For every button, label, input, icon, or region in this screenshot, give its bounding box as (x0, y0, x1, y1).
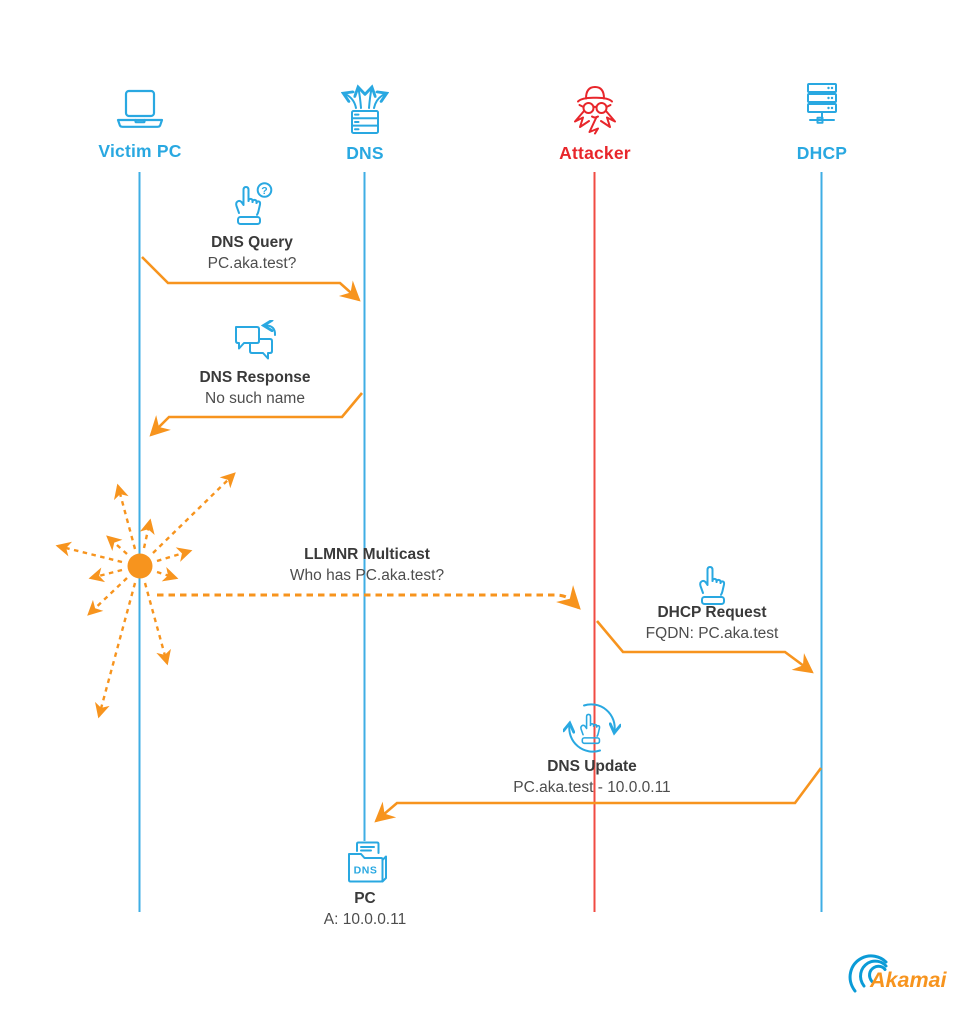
result-record-subtitle: A: 10.0.0.11 (323, 911, 407, 928)
message-dns-update (472, 756, 712, 798)
actor-label-dns: DNS (346, 143, 384, 163)
chat-refresh-icon (229, 320, 283, 374)
multicast-burst-icon (58, 474, 234, 716)
message-dns-response-title: DNS Response (199, 369, 311, 386)
message-dns-query-subtitle: PC.aka.test? (207, 255, 297, 272)
actor-label-victim-pc: Victim PC (98, 141, 182, 161)
svg-text:?: ? (261, 184, 268, 197)
message-llmnr-multicast (247, 544, 487, 586)
hand-question-icon (226, 180, 276, 230)
message-dns-response (135, 367, 375, 409)
message-llmnr-multicast-subtitle: Who has PC.aka.test? (289, 567, 445, 584)
laptop-icon (112, 88, 168, 134)
actor-attacker (525, 80, 665, 164)
actor-dns (295, 80, 435, 164)
message-llmnr-multicast-title: LLMNR Multicast (304, 546, 430, 563)
akamai-logo-text: Akamai (870, 968, 947, 992)
multicast-origin-dot (128, 554, 153, 579)
hand-refresh-icon (563, 700, 621, 756)
message-dns-query-title: DNS Query (211, 234, 293, 251)
svg-text:DNS: DNS (353, 864, 378, 877)
akamai-logo (842, 951, 954, 1008)
message-dns-update-title: DNS Update (547, 758, 637, 775)
actor-label-dhcp: DHCP (796, 143, 848, 163)
dns-server-icon (338, 80, 392, 136)
message-dns-update-subtitle: PC.aka.test - 10.0.0.11 (513, 779, 671, 796)
message-dhcp-request (592, 602, 832, 644)
message-dhcp-request-title: DHCP Request (657, 604, 767, 621)
arrow-llmnr-multicast (157, 595, 579, 608)
dhcp-server-icon (799, 80, 845, 136)
result-record-title: PC (354, 890, 376, 907)
message-dns-query (132, 232, 372, 274)
actor-label-attacker: Attacker (559, 143, 631, 163)
result-record (245, 888, 485, 930)
actor-dhcp (752, 80, 892, 164)
dns-folder-icon (340, 839, 392, 887)
attacker-icon (568, 80, 622, 136)
actor-victim-pc (70, 88, 210, 162)
message-dns-response-subtitle: No such name (205, 390, 305, 407)
message-dhcp-request-subtitle: FQDN: PC.aka.test (645, 625, 779, 642)
